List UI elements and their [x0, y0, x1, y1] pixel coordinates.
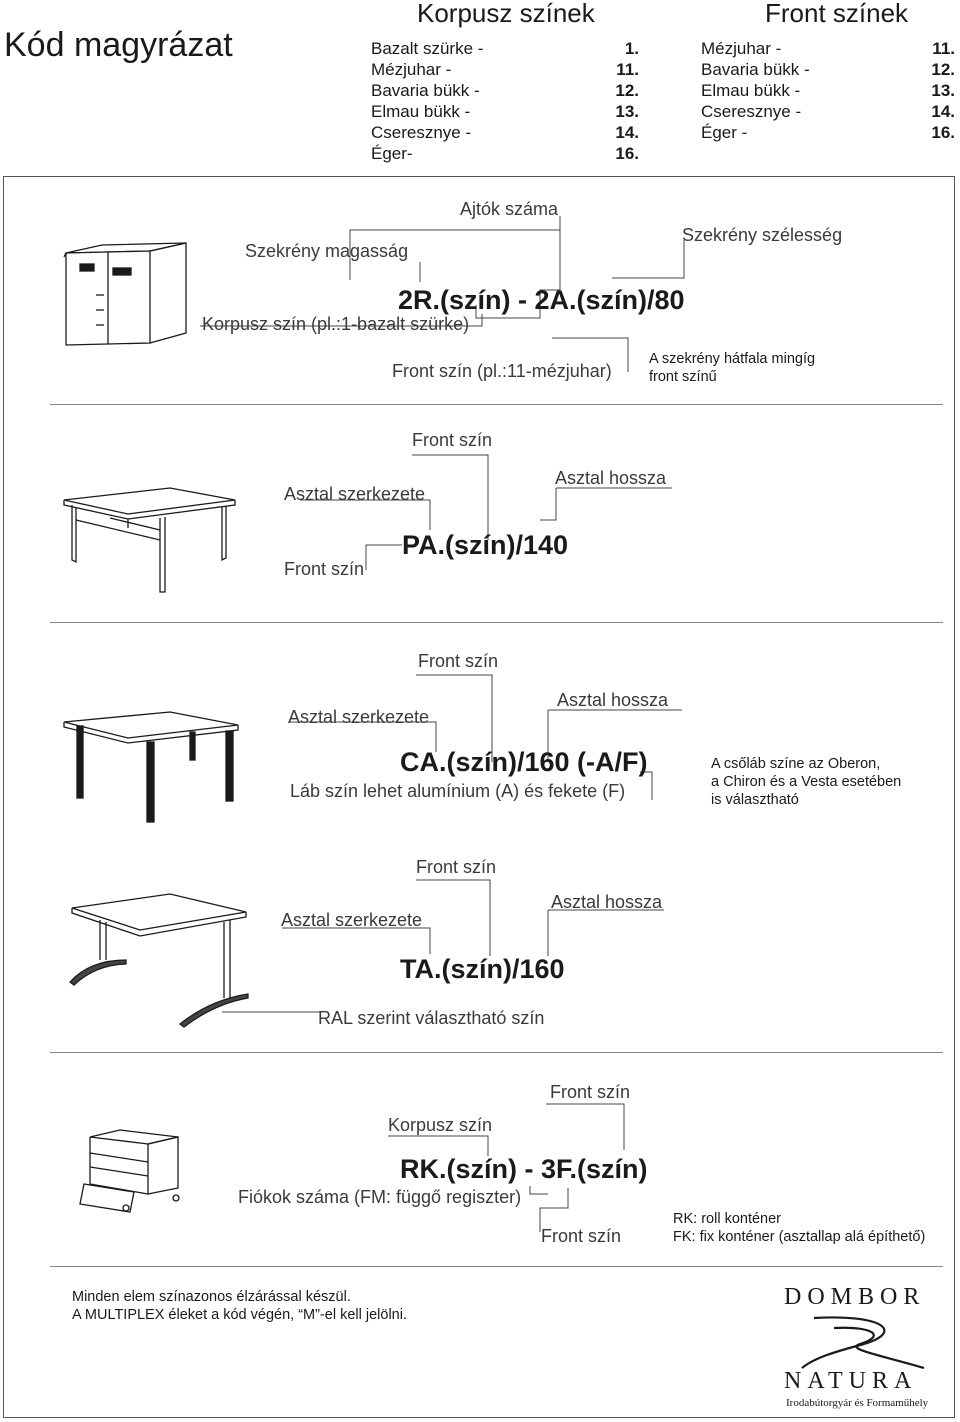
color-name: Cseresznye - [701, 102, 802, 121]
label-ral-color: RAL szerint választható szín [318, 1008, 545, 1028]
color-code: 11. [932, 39, 955, 58]
label-drawer-count: Fiókok száma (FM: függő regiszter) [238, 1187, 522, 1207]
color-code: 11. [616, 60, 639, 79]
note-line: a Chiron és a Vesta esetében [711, 774, 902, 790]
container-code: RK.(szín) - 3F.(szín) [400, 1154, 648, 1184]
label-leg-color: Láb szín lehet alumínium (A) és fekete (F) [290, 781, 626, 801]
note-line: front színű [649, 369, 717, 385]
color-name: Bazalt szürke - [371, 39, 484, 58]
label-cabinet-height: Szekrény magasság [245, 241, 409, 261]
front-colors-heading: Front színek [765, 0, 909, 28]
color-name: Éger - [701, 123, 748, 142]
color-name: Elmau bükk - [371, 102, 471, 121]
korpusz-colors-heading: Korpusz színek [417, 0, 595, 28]
label-front-color: Front szín (pl.:11-mézjuhar) [392, 361, 612, 381]
logo-mark-icon [794, 1314, 934, 1372]
desk-ca-code: CA.(szín)/160 (-A/F) [400, 747, 648, 777]
color-code: 13. [615, 102, 639, 121]
note-line: RK: roll konténer [673, 1211, 781, 1227]
label-desk-structure: Asztal szerkezete [284, 484, 426, 504]
color-name: Mézjuhar - [701, 39, 782, 58]
logo-bottom-text: NATURA [784, 1368, 918, 1394]
color-code: 1. [624, 39, 639, 58]
footer-line: A MULTIPLEX éleket a kód végén, “M”-el kell jelölni. [72, 1307, 407, 1323]
cabinet-illustration [64, 243, 186, 345]
label-desk-length: Asztal hossza [551, 892, 663, 912]
note-line: FK: fix konténer (asztallap alá építhető) [673, 1229, 926, 1245]
color-code: 12. [931, 60, 955, 79]
label-desk-length: Asztal hossza [555, 468, 667, 488]
cabinet-back-note [649, 350, 815, 386]
label-doors: Ajtók száma [460, 199, 559, 219]
label-korpusz-color: Korpusz szín (pl.:1-bazalt szürke) [202, 314, 470, 334]
desk-pa-code: PA.(szín)/140 [402, 530, 569, 560]
label-desk-structure: Asztal szerkezete [281, 910, 423, 930]
note-line: A csőláb színe az Oberon, [711, 756, 881, 772]
label-desk-structure: Asztal szerkezete [288, 707, 430, 727]
label-front-color: Front szín [412, 430, 493, 450]
color-code: 16. [615, 144, 639, 163]
desk-ca-illustration [64, 712, 238, 822]
label-cabinet-width: Szekrény szélesség [682, 225, 843, 245]
color-code: 14. [931, 102, 955, 121]
color-code: 14. [615, 123, 639, 142]
color-name: Elmau bükk - [701, 81, 801, 100]
desk-ta-illustration [70, 894, 248, 1027]
logo-top-text: DOMBOR [784, 1284, 926, 1310]
color-name: Éger- [371, 144, 413, 163]
color-name: Cseresznye - [371, 123, 472, 142]
color-code: 12. [615, 81, 639, 100]
color-name: Bavaria bükk - [371, 81, 480, 100]
desk-pa-illustration [64, 488, 235, 592]
label-front-color: Front szín [418, 651, 499, 671]
label-front-color: Front szín [541, 1226, 622, 1246]
label-front-color: Front szín [550, 1082, 631, 1102]
note-line: A szekrény hátfala mingíg [649, 351, 816, 367]
desk-ca-leg-note [711, 755, 901, 809]
label-desk-length: Asztal hossza [557, 690, 669, 710]
color-code: 13. [931, 81, 955, 100]
color-name: Bavaria bükk - [701, 60, 810, 79]
label-front-color: Front szín [416, 857, 497, 877]
dombor-natura-logo [780, 1284, 940, 1412]
container-type-note [673, 1210, 925, 1246]
note-line: is választható [711, 792, 799, 808]
page-title: Kód magyrázat [4, 26, 233, 64]
label-front-color: Front szín [284, 559, 365, 579]
color-name: Mézjuhar - [371, 60, 452, 79]
logo-subtitle: Irodabútorgyár és Formaműhely [786, 1397, 929, 1409]
cabinet-code: 2R.(szín) - 2A.(szín)/80 [398, 285, 685, 315]
footer-notes [72, 1288, 407, 1324]
footer-line: Minden elem színazonos élzárással készül. [72, 1289, 351, 1305]
container-illustration [80, 1130, 179, 1212]
label-korpusz-color: Korpusz szín [388, 1115, 493, 1135]
color-code: 16. [931, 123, 955, 142]
desk-ta-code: TA.(szín)/160 [400, 954, 565, 984]
